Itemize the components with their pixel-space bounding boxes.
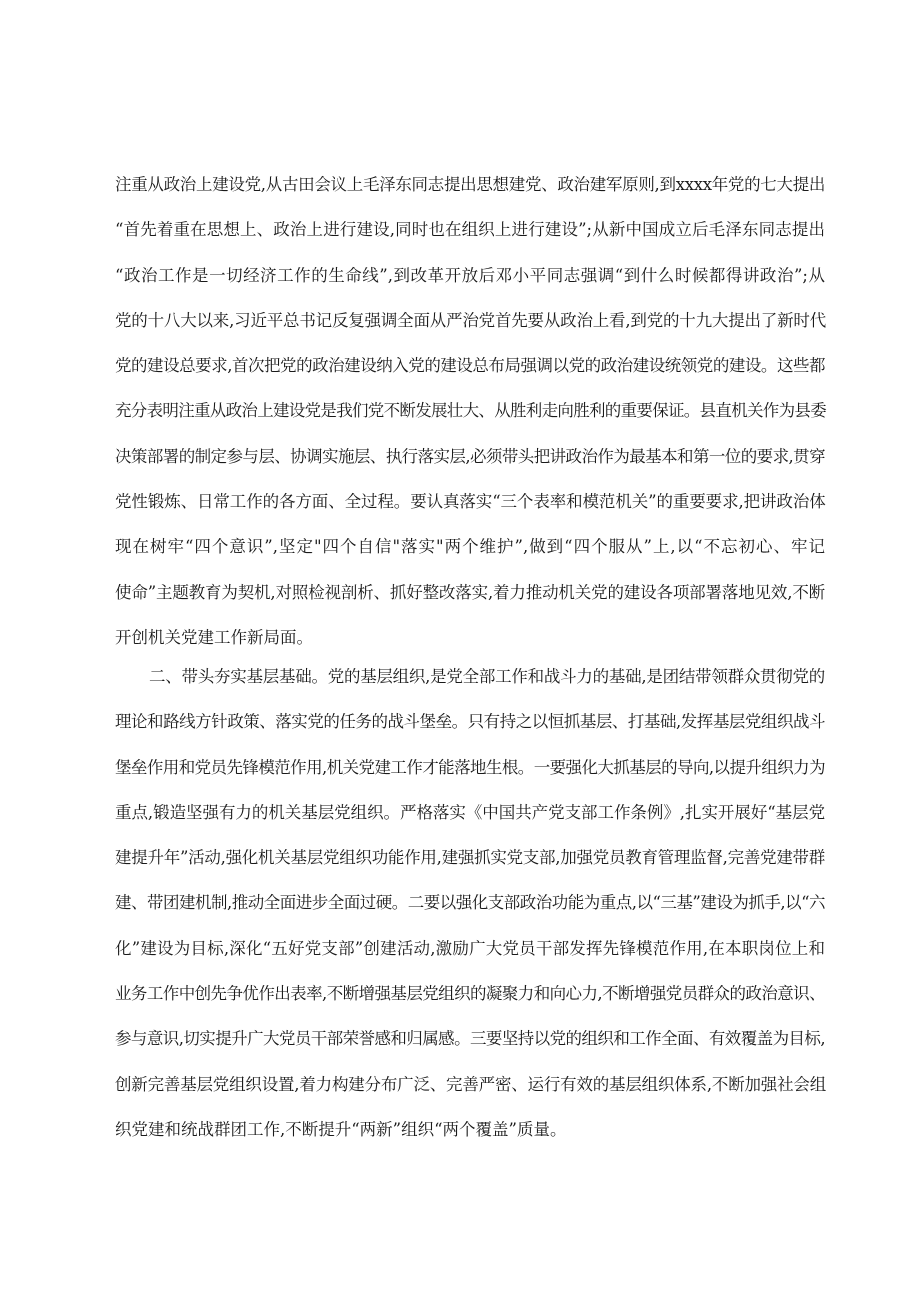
text-line: 使命”主题教育为契机,对照检视剖析、抓好整改落实,着力推动机关党的建设各项部署落地见效,不断 [115, 582, 825, 602]
text-line: 充分表明注重从政治上建设党是我们党不断发展壮大、从胜利走向胜利的重要保证。县直机关作为县委 [115, 401, 827, 421]
text-line: “政治工作是一切经济工作的生命线”,到改革开放后邓小平同志强调“到什么时候都得讲政治”;从 [115, 265, 825, 285]
text-line: 注重从政治上建设党,从古田会议上毛泽东同志提出思想建党、政治建军原则,到xxxx年党的七大提出 [115, 175, 826, 194]
text-line: 现在树牢“四个意识”,坚定"四个自信"落实"两个维护”,做到“四个服从”上,以“不忘初心、牢记 [115, 537, 825, 557]
text-line: 堡垒作用和党员先锋模范作用,机关党建工作才能落地生根。一要强化大抓基层的导向,以提升组织力为 [115, 757, 825, 777]
text-line: 重点,锻造坚强有力的机关基层党组织。严格落实《中国共产党支部工作条例》,扎实开展好“基层党 [115, 802, 825, 822]
text-line: 业务工作中创先争优作出表率,不断增强基层党组织的凝聚力和向心力,不断增强党员群众的政治意识、 [115, 984, 825, 1004]
text-line: 创新完善基层党组织设置,着力构建分布广泛、完善严密、运行有效的基层组织体系,不断加强社会组 [115, 1074, 826, 1094]
text-line: 党的建设总要求,首次把党的政治建设纳入党的建设总布局强调以党的政治建设统领党的建设。这些都 [115, 356, 825, 376]
paragraph-grassroots-foundation [115, 665, 825, 1163]
text-line: 织党建和统战群团工作,不断提升“两新”组织“两个覆盖”质量。 [115, 1119, 567, 1139]
text-line: 理论和路线方针政策、落实党的任务的战斗堡垒。只有持之以恒抓基层、打基础,发挥基层党组织战斗 [115, 712, 825, 732]
text-line: 党性锻炼、日常工作的各方面、全过程。要认真落实“三个表率和模范机关”的重要要求,把讲政治体 [115, 492, 826, 512]
text-line: 建、带团建机制,推动全面进步全面过硬。二要以强化支部政治功能为重点,以“三基”建设为抓手,以“六 [115, 893, 826, 913]
text-line: 党的十八大以来,习近平总书记反复强调全面从严治党首先要从政治上看,到党的十九大提出了新时代 [115, 310, 826, 330]
text-line: “首先着重在思想上、政治上进行建设,同时也在组织上进行建设”;从新中国成立后毛泽东同志提出 [115, 220, 825, 240]
paragraph-political-construction [115, 173, 825, 671]
text-line: 开创机关党建工作新局面。 [115, 627, 313, 647]
text-line: 化”建设为目标,深化“五好党支部”创建活动,激励广大党员干部发挥先锋模范作用,在本职岗位上和 [115, 938, 825, 958]
text-line: 建提升年”活动,强化机关基层党组织功能作用,建强抓实党支部,加强党员教育管理监督,完善党建带群 [115, 848, 825, 868]
text-line: 参与意识,切实提升广大党员干部荣誉感和归属感。三要坚持以党的组织和工作全面、有效覆盖为目标, [115, 1029, 825, 1049]
text-line: 决策部署的制定参与层、协调实施层、执行落实层,必须带头把讲政治作为最基本和第一位的要求,贯穿 [115, 446, 825, 466]
text-line: 二、带头夯实基层基础。党的基层组织,是党全部工作和战斗力的基础,是团结带领群众贯彻党的 [149, 667, 825, 686]
